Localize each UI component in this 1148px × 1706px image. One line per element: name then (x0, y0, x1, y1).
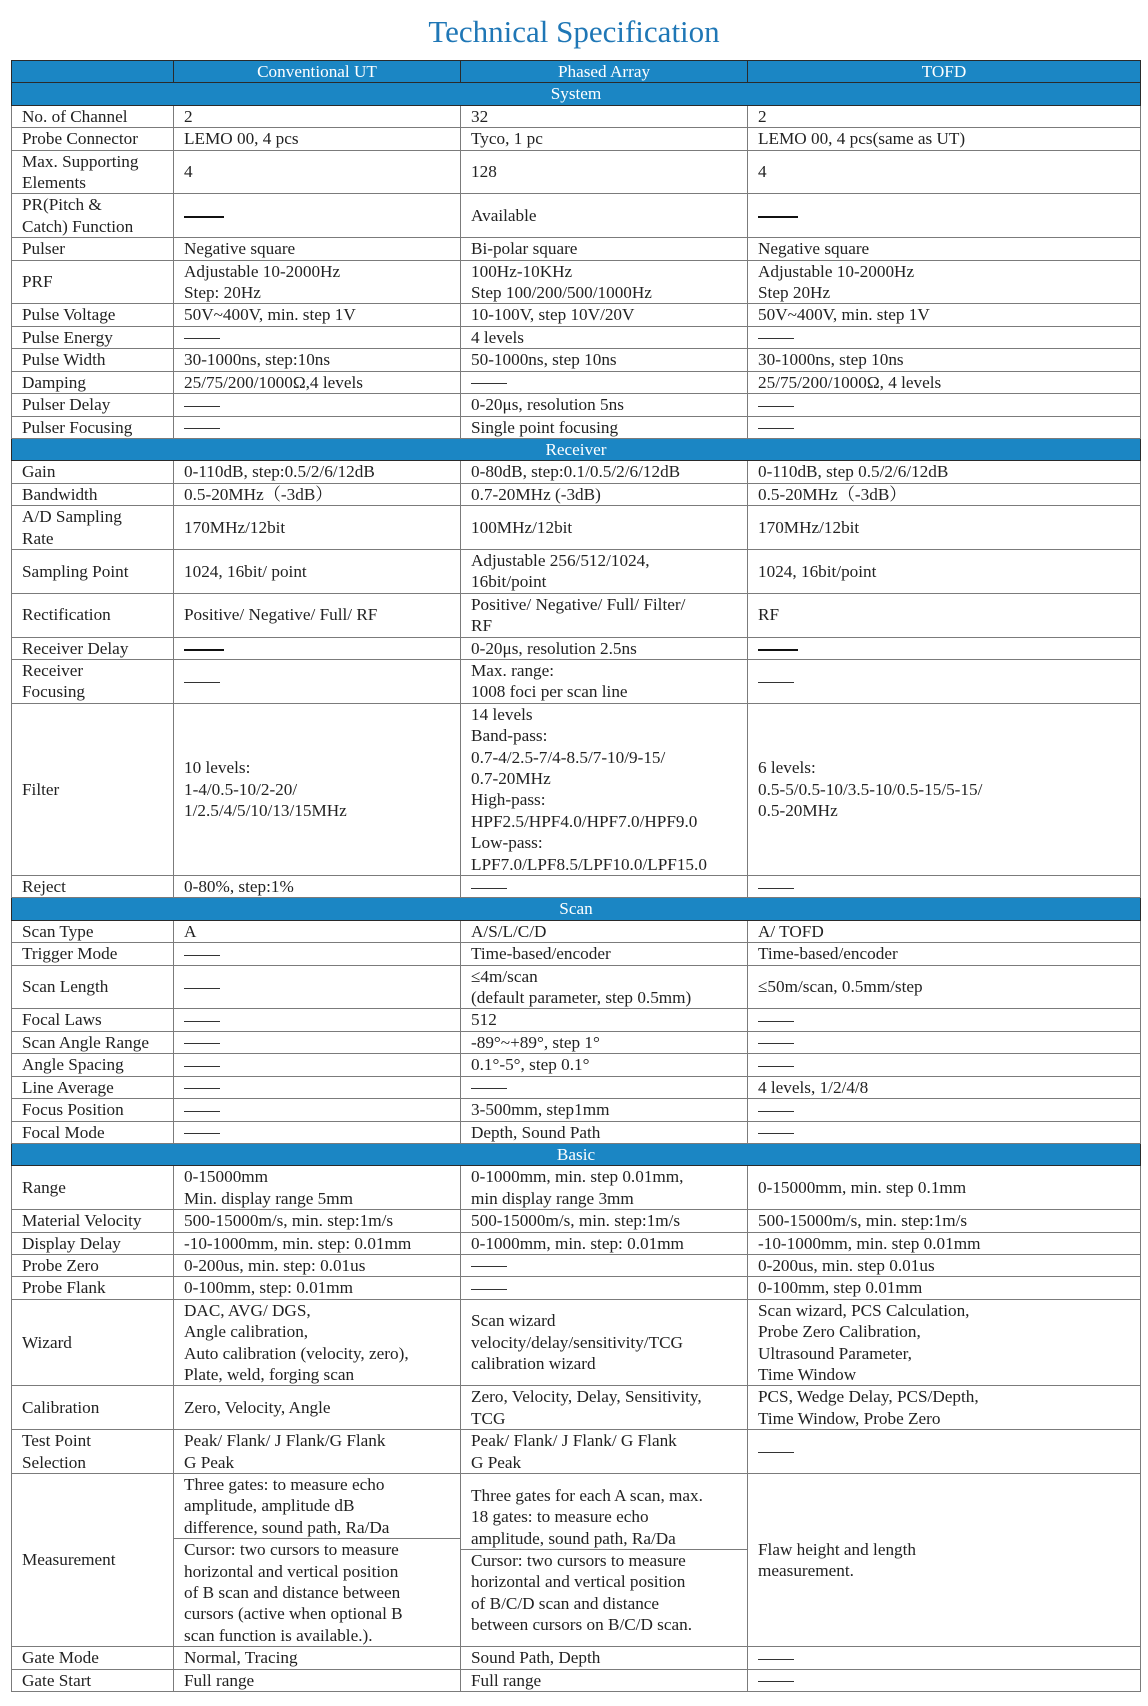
cell-phased-array: Bi-polar square (461, 238, 748, 260)
row-label: Pulse Voltage (12, 304, 174, 326)
cell-conventional-ut: 170MHz/12bit (174, 506, 461, 550)
row-label: Pulse Width (12, 349, 174, 371)
not-applicable-dash (758, 1043, 794, 1044)
row-label: Focal Mode (12, 1121, 174, 1143)
cell-phased-array: 0-20μs, resolution 2.5ns (461, 637, 748, 659)
not-applicable-dash (758, 649, 798, 651)
cell-tofd: 4 levels, 1/2/4/8 (748, 1076, 1141, 1098)
cell-tofd: 0-15000mm, min. step 0.1mm (748, 1166, 1141, 1210)
row-label: Probe Flank (12, 1277, 174, 1299)
cell-tofd: Flaw height and length measurement. (748, 1474, 1141, 1647)
cell-phased-array: 3-500mm, step1mm (461, 1099, 748, 1121)
cell-tofd: LEMO 00, 4 pcs(same as UT) (748, 128, 1141, 150)
not-applicable-dash (184, 649, 224, 651)
cell-tofd (748, 876, 1141, 898)
cell-conventional-ut: 0-80%, step:1% (174, 876, 461, 898)
table-row (12, 1254, 1141, 1276)
cell-tofd: A/ TOFD (748, 920, 1141, 942)
spec-table (11, 60, 1141, 1692)
not-applicable-dash (184, 1043, 220, 1044)
cell-phased-array: 500-15000m/s, min. step:1m/s (461, 1210, 748, 1232)
not-applicable-dash (758, 1681, 794, 1682)
cell-tofd: Scan wizard, PCS Calculation, Probe Zero Calibration, Ultrasound Parameter, Time Window (748, 1299, 1141, 1386)
cell-tofd: 0-110dB, step 0.5/2/6/12dB (748, 461, 1141, 483)
cell-conventional-ut: -10-1000mm, min. step: 0.01mm (174, 1232, 461, 1254)
cell-phased-array (461, 371, 748, 393)
not-applicable-dash (184, 428, 220, 429)
row-label: Focus Position (12, 1099, 174, 1121)
cell-tofd (748, 194, 1141, 238)
not-applicable-dash (184, 1133, 220, 1134)
row-label: Filter (12, 703, 174, 875)
cell-conventional-ut: 10 levels: 1-4/0.5-10/2-20/ 1/2.5/4/5/10/13/15MHz (174, 703, 461, 875)
table-row (12, 943, 1141, 965)
cell-phased-array: Adjustable 256/512/1024, 16bit/point (461, 549, 748, 593)
row-label: Gate Start (12, 1669, 174, 1691)
not-applicable-dash (184, 406, 220, 407)
not-applicable-dash (471, 888, 507, 889)
table-row (12, 128, 1141, 150)
cell-conventional-ut: Peak/ Flank/ J Flank/G Flank G Peak (174, 1430, 461, 1474)
section-title: Basic (12, 1143, 1141, 1165)
cell-phased-array: A/S/L/C/D (461, 920, 748, 942)
cell-tofd: Time-based/encoder (748, 943, 1141, 965)
not-applicable-dash (758, 406, 794, 407)
row-label: Pulser Focusing (12, 416, 174, 438)
table-row (12, 1210, 1141, 1232)
table-row (12, 461, 1141, 483)
row-label: Bandwidth (12, 483, 174, 505)
cell-phased-array: 0.1°-5°, step 0.1° (461, 1054, 748, 1076)
table-row (12, 371, 1141, 393)
cell-tofd (748, 1009, 1141, 1031)
table-row (12, 150, 1141, 194)
table-row (12, 238, 1141, 260)
table-row (12, 1166, 1141, 1210)
cell-conventional-ut (174, 659, 461, 703)
cell-phased-array: ≤4m/scan (default parameter, step 0.5mm) (461, 965, 748, 1009)
cell-tofd: 0-200us, min. step 0.01us (748, 1254, 1141, 1276)
table-row (12, 483, 1141, 505)
cell-conventional-ut (174, 394, 461, 416)
cell-tofd: 50V~400V, min. step 1V (748, 304, 1141, 326)
cell-phased-array: Sound Path, Depth (461, 1647, 748, 1669)
not-applicable-dash (758, 1133, 794, 1134)
cell-tofd (748, 1669, 1141, 1691)
table-row (12, 1099, 1141, 1121)
not-applicable-dash (184, 955, 220, 956)
spec-body (12, 83, 1141, 1692)
cell-conventional-ut (174, 943, 461, 965)
table-row (12, 1647, 1141, 1669)
cell-conventional-ut (174, 965, 461, 1009)
cell-part: Cursor: two cursors to measure horizontal and vertical position of B/C/D scan and distance between cursors on B/C/D scan. (461, 1549, 747, 1636)
not-applicable-dash (184, 1088, 220, 1089)
row-label: Display Delay (12, 1232, 174, 1254)
cell-conventional-ut: DAC, AVG/ DGS, Angle calibration, Auto calibration (velocity, zero), Plate, weld, forging scan (174, 1299, 461, 1386)
not-applicable-dash (471, 1088, 507, 1089)
cell-tofd: -10-1000mm, min. step 0.01mm (748, 1232, 1141, 1254)
row-label: Pulser (12, 238, 174, 260)
cell-phased-array: 0-1000mm, min. step 0.01mm, min display range 3mm (461, 1166, 748, 1210)
cell-tofd: 30-1000ns, step 10ns (748, 349, 1141, 371)
not-applicable-dash (471, 1289, 507, 1290)
cell-conventional-ut: 30-1000ns, step:10ns (174, 349, 461, 371)
not-applicable-dash (758, 338, 794, 339)
cell-phased-array: 512 (461, 1009, 748, 1031)
not-applicable-dash (184, 338, 220, 339)
cell-phased-array (461, 1254, 748, 1276)
cell-conventional-ut (174, 1121, 461, 1143)
cell-tofd: 500-15000m/s, min. step:1m/s (748, 1210, 1141, 1232)
cell-conventional-ut: Full range (174, 1669, 461, 1691)
row-label: Pulse Energy (12, 326, 174, 348)
cell-phased-array: 32 (461, 105, 748, 127)
row-label: Sampling Point (12, 549, 174, 593)
table-row (12, 1121, 1141, 1143)
cell-conventional-ut: 50V~400V, min. step 1V (174, 304, 461, 326)
row-label: Scan Angle Range (12, 1031, 174, 1053)
cell-phased-array: Max. range: 1008 foci per scan line (461, 659, 748, 703)
table-row (12, 349, 1141, 371)
cell-phased-array: Zero, Velocity, Delay, Sensitivity, TCG (461, 1386, 748, 1430)
section-header-basic (12, 1143, 1141, 1165)
cell-conventional-ut: Negative square (174, 238, 461, 260)
cell-phased-array: 128 (461, 150, 748, 194)
header-phased-array: Phased Array (461, 61, 748, 83)
cell-tofd: PCS, Wedge Delay, PCS/Depth, Time Window, Probe Zero (748, 1386, 1141, 1430)
row-label: Receiver Delay (12, 637, 174, 659)
cell-phased-array: 100Hz-10KHz Step 100/200/500/1000Hz (461, 260, 748, 304)
cell-conventional-ut (174, 1076, 461, 1098)
header-tofd: TOFD (748, 61, 1141, 83)
row-label: PR(Pitch & Catch) Function (12, 194, 174, 238)
row-label: Range (12, 1166, 174, 1210)
cell-tofd (748, 1647, 1141, 1669)
cell-phased-array: Full range (461, 1669, 748, 1691)
not-applicable-dash (184, 1111, 220, 1112)
cell-phased-array: Scan wizard velocity/delay/sensitivity/TCG calibration wizard (461, 1299, 748, 1386)
row-label: Scan Type (12, 920, 174, 942)
not-applicable-dash (184, 1066, 220, 1067)
cell-tofd (748, 659, 1141, 703)
cell-conventional-ut (174, 1474, 461, 1647)
cell-conventional-ut (174, 416, 461, 438)
cell-conventional-ut: 2 (174, 105, 461, 127)
header-row (12, 61, 1141, 83)
cell-tofd: 1024, 16bit/point (748, 549, 1141, 593)
section-title: Receiver (12, 438, 1141, 460)
cell-conventional-ut: 1024, 16bit/ point (174, 549, 461, 593)
page-title: Technical Specification (428, 14, 720, 49)
cell-tofd: 6 levels: 0.5-5/0.5-10/3.5-10/0.5-15/5-15/ 0.5-20MHz (748, 703, 1141, 875)
cell-conventional-ut (174, 1031, 461, 1053)
cell-phased-array: 4 levels (461, 326, 748, 348)
row-label: Gain (12, 461, 174, 483)
table-row (12, 1054, 1141, 1076)
cell-conventional-ut: Adjustable 10-2000Hz Step: 20Hz (174, 260, 461, 304)
not-applicable-dash (758, 428, 794, 429)
cell-tofd (748, 394, 1141, 416)
cell-tofd (748, 1054, 1141, 1076)
row-label: Probe Zero (12, 1254, 174, 1276)
section-header-scan (12, 898, 1141, 920)
cell-phased-array (461, 1474, 748, 1647)
cell-phased-array (461, 876, 748, 898)
not-applicable-dash (758, 216, 798, 218)
cell-phased-array: -89°~+89°, step 1° (461, 1031, 748, 1053)
cell-conventional-ut: 25/75/200/1000Ω,4 levels (174, 371, 461, 393)
row-label: Material Velocity (12, 1210, 174, 1232)
cell-tofd: ≤50m/scan, 0.5mm/step (748, 965, 1141, 1009)
cell-phased-array (461, 1076, 748, 1098)
table-row (12, 920, 1141, 942)
section-title: Scan (12, 898, 1141, 920)
cell-tofd (748, 1430, 1141, 1474)
cell-phased-array: Depth, Sound Path (461, 1121, 748, 1143)
row-label: Measurement (12, 1474, 174, 1647)
cell-conventional-ut: Normal, Tracing (174, 1647, 461, 1669)
not-applicable-dash (184, 1021, 220, 1022)
cell-part: Cursor: two cursors to measure horizontal and vertical position of B scan and distance between cursors (active when optional B scan function is available.). (174, 1538, 460, 1646)
table-row (12, 1430, 1141, 1474)
cell-phased-array: 50-1000ns, step 10ns (461, 349, 748, 371)
cell-tofd: Adjustable 10-2000Hz Step 20Hz (748, 260, 1141, 304)
row-label: Pulser Delay (12, 394, 174, 416)
table-row (12, 304, 1141, 326)
not-applicable-dash (758, 682, 794, 683)
cell-conventional-ut: 0-200us, min. step: 0.01us (174, 1254, 461, 1276)
cell-conventional-ut: 0-110dB, step:0.5/2/6/12dB (174, 461, 461, 483)
cell-part: Three gates for each A scan, max. 18 gates: to measure echo amplitude, sound path, Ra/Da (471, 1485, 703, 1548)
row-label: A/D Sampling Rate (12, 506, 174, 550)
row-label: Probe Connector (12, 128, 174, 150)
table-row (12, 549, 1141, 593)
cell-tofd (748, 1121, 1141, 1143)
cell-tofd: 2 (748, 105, 1141, 127)
row-label: Wizard (12, 1299, 174, 1386)
row-label: Focal Laws (12, 1009, 174, 1031)
not-applicable-dash (758, 888, 794, 889)
table-row (12, 394, 1141, 416)
not-applicable-dash (758, 1111, 794, 1112)
cell-tofd (748, 416, 1141, 438)
table-row (12, 659, 1141, 703)
row-label: No. of Channel (12, 105, 174, 127)
cell-tofd: 170MHz/12bit (748, 506, 1141, 550)
cell-phased-array: 0.7-20MHz (-3dB) (461, 483, 748, 505)
cell-conventional-ut (174, 1054, 461, 1076)
not-applicable-dash (184, 682, 220, 683)
table-row (12, 506, 1141, 550)
header-conventional-ut: Conventional UT (174, 61, 461, 83)
not-applicable-dash (758, 1021, 794, 1022)
cell-conventional-ut: LEMO 00, 4 pcs (174, 128, 461, 150)
not-applicable-dash (184, 216, 224, 218)
cell-conventional-ut: 0-15000mm Min. display range 5mm (174, 1166, 461, 1210)
cell-phased-array: 14 levels Band-pass: 0.7-4/2.5-7/4-8.5/7-10/9-15/ 0.7-20MHz High-pass: HPF2.5/HPF4.0/HPF7.0/HPF9.0 Low-pass: LPF7.0/LPF8.5/LPF10.0/LPF15.0 (461, 703, 748, 875)
row-label: Calibration (12, 1386, 174, 1430)
cell-conventional-ut: A (174, 920, 461, 942)
cell-phased-array: 0-20μs, resolution 5ns (461, 394, 748, 416)
table-row (12, 965, 1141, 1009)
cell-conventional-ut: Positive/ Negative/ Full/ RF (174, 593, 461, 637)
not-applicable-dash (471, 383, 507, 384)
row-label: Line Average (12, 1076, 174, 1098)
section-header-receiver (12, 438, 1141, 460)
table-row (12, 326, 1141, 348)
cell-conventional-ut (174, 194, 461, 238)
table-row (12, 416, 1141, 438)
cell-phased-array: Tyco, 1 pc (461, 128, 748, 150)
cell-tofd: RF (748, 593, 1141, 637)
row-label: Damping (12, 371, 174, 393)
cell-tofd: 0.5-20MHz（-3dB） (748, 483, 1141, 505)
cell-phased-array: 0-80dB, step:0.1/0.5/2/6/12dB (461, 461, 748, 483)
cell-tofd: 25/75/200/1000Ω, 4 levels (748, 371, 1141, 393)
table-row (12, 876, 1141, 898)
row-label: PRF (12, 260, 174, 304)
table-row (12, 1277, 1141, 1299)
cell-part: Three gates: to measure echo amplitude, amplitude dB difference, sound path, Ra/Da (184, 1475, 390, 1537)
cell-conventional-ut (174, 326, 461, 348)
cell-tofd: 4 (748, 150, 1141, 194)
cell-conventional-ut (174, 637, 461, 659)
cell-conventional-ut (174, 1009, 461, 1031)
cell-tofd: 0-100mm, step 0.01mm (748, 1277, 1141, 1299)
row-label: Max. Supporting Elements (12, 150, 174, 194)
section-title: System (12, 83, 1141, 105)
cell-conventional-ut: 500-15000m/s, min. step:1m/s (174, 1210, 461, 1232)
table-row (12, 1076, 1141, 1098)
cell-tofd (748, 326, 1141, 348)
header-empty (12, 61, 174, 83)
row-label: Angle Spacing (12, 1054, 174, 1076)
table-row (12, 637, 1141, 659)
cell-phased-array: Positive/ Negative/ Full/ Filter/ RF (461, 593, 748, 637)
row-label: Rectification (12, 593, 174, 637)
cell-conventional-ut: Zero, Velocity, Angle (174, 1386, 461, 1430)
row-label: Reject (12, 876, 174, 898)
not-applicable-dash (471, 1266, 507, 1267)
cell-conventional-ut: 4 (174, 150, 461, 194)
table-row (12, 1474, 1141, 1647)
table-row (12, 1386, 1141, 1430)
cell-conventional-ut: 0-100mm, step: 0.01mm (174, 1277, 461, 1299)
cell-tofd (748, 1031, 1141, 1053)
table-row (12, 260, 1141, 304)
not-applicable-dash (758, 1452, 794, 1453)
table-row (12, 1299, 1141, 1386)
cell-phased-array: Available (461, 194, 748, 238)
row-label: Trigger Mode (12, 943, 174, 965)
table-row (12, 593, 1141, 637)
table-row (12, 1031, 1141, 1053)
cell-phased-array (461, 1277, 748, 1299)
cell-tofd: Negative square (748, 238, 1141, 260)
table-row (12, 194, 1141, 238)
cell-tofd (748, 1099, 1141, 1121)
cell-phased-array: 100MHz/12bit (461, 506, 748, 550)
table-row (12, 105, 1141, 127)
row-label: Receiver Focusing (12, 659, 174, 703)
table-row (12, 1669, 1141, 1691)
section-header-system (12, 83, 1141, 105)
not-applicable-dash (184, 988, 220, 989)
table-row (12, 1009, 1141, 1031)
cell-conventional-ut: 0.5-20MHz（-3dB） (174, 483, 461, 505)
not-applicable-dash (758, 1659, 794, 1660)
not-applicable-dash (758, 1066, 794, 1067)
cell-phased-array: 0-1000mm, min. step: 0.01mm (461, 1232, 748, 1254)
table-row (12, 703, 1141, 875)
row-label: Test Point Selection (12, 1430, 174, 1474)
cell-conventional-ut (174, 1099, 461, 1121)
cell-tofd (748, 637, 1141, 659)
row-label: Scan Length (12, 965, 174, 1009)
row-label: Gate Mode (12, 1647, 174, 1669)
cell-phased-array: Peak/ Flank/ J Flank/ G Flank G Peak (461, 1430, 748, 1474)
cell-phased-array: Single point focusing (461, 416, 748, 438)
cell-phased-array: 10-100V, step 10V/20V (461, 304, 748, 326)
table-row (12, 1232, 1141, 1254)
cell-phased-array: Time-based/encoder (461, 943, 748, 965)
